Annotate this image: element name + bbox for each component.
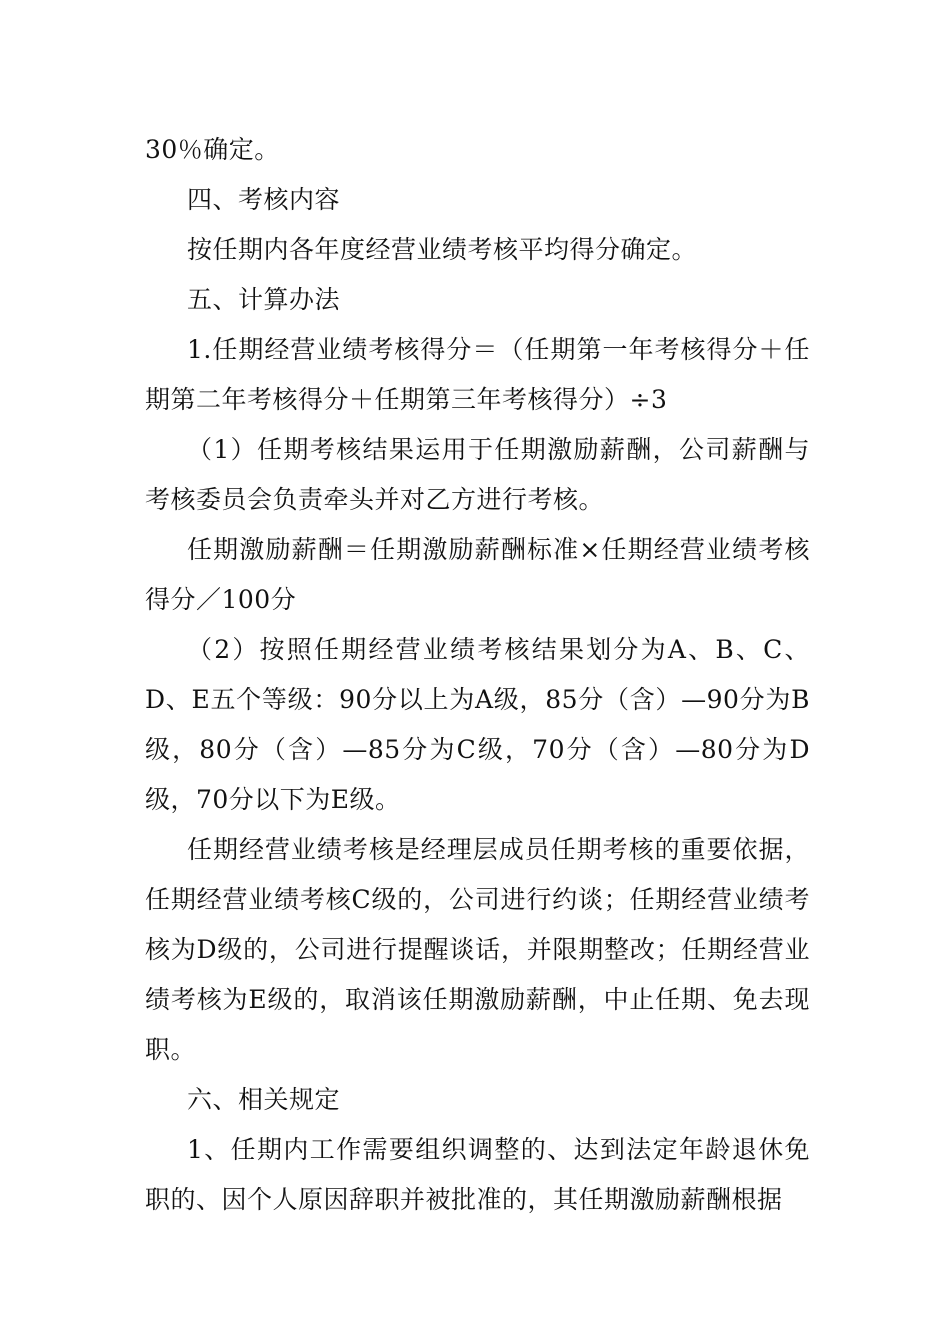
paragraph-grade-consequences: 任期经营业绩考核是经理层成员任期考核的重要依据，任期经营业绩考核C级的，公司进行约谈；任期经营业绩考核为D级的，公司进行提醒谈话，并限期整改；任期经营业绩考核为E级的，取消该任期激励薪酬，中止任期、免去现职。	[145, 835, 810, 1064]
section-heading-calculation-method: 五、计算办法	[187, 285, 341, 314]
paragraph-grade-levels: （2）按照任期经营业绩考核结果划分为A、B、C、D、E五个等级：90分以上为A级，85分（含）—90分为B级，80分（含）—85分为C级，70分（含）—80分为D级，70分以下为E级。	[145, 635, 810, 814]
paragraph-continuation: 30％确定。	[145, 135, 280, 164]
section-heading-assessment-content: 四、考核内容	[187, 185, 341, 214]
paragraph-assessment-content: 按任期内各年度经营业绩考核平均得分确定。	[187, 235, 698, 264]
paragraph-incentive-formula: 任期激励薪酬＝任期激励薪酬标准×任期经营业绩考核得分／100分	[145, 535, 810, 614]
paragraph-related-rule-1: 1、任期内工作需要组织调整的、达到法定年龄退休免职的、因个人原因辞职并被批准的，其任期激励薪酬根据	[145, 1135, 810, 1214]
document-body	[145, 125, 810, 1225]
section-heading-related-rules: 六、相关规定	[187, 1085, 341, 1114]
paragraph-result-application: （1）任期考核结果运用于任期激励薪酬，公司薪酬与考核委员会负责牵头并对乙方进行考核。	[145, 435, 810, 514]
paragraph-score-formula: 1.任期经营业绩考核得分＝（任期第一年考核得分＋任期第二年考核得分＋任期第三年考核得分）÷3	[145, 335, 810, 414]
